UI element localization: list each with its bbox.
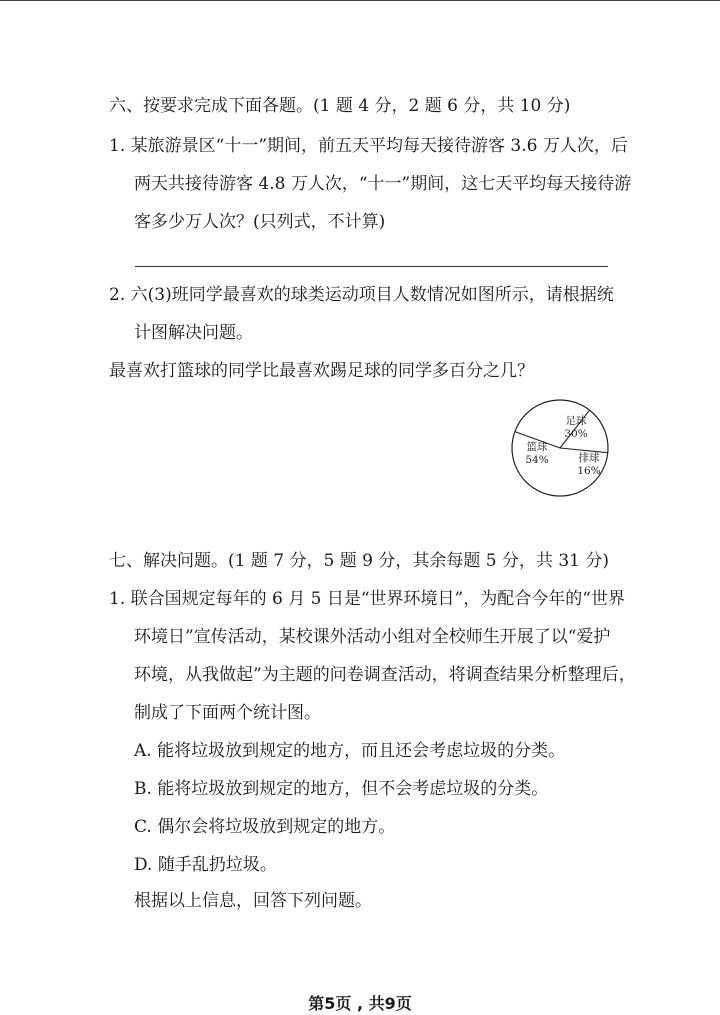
option-a: A. 能将垃圾放到规定的地方，而且还会考虑垃圾的分类。 — [134, 741, 566, 761]
s7-q1-line-1: 1. 联合国规定每年的 6 月 5 日是“世界环境日”，为配合今年的“世界 — [109, 589, 625, 609]
option-d: D. 随手乱扔垃圾。 — [134, 855, 277, 875]
section-6-heading: 六、按要求完成下面各题。(1 题 4 分，2 题 6 分，共 10 分) — [109, 96, 571, 116]
slice-value-volleyball: 16% — [577, 465, 601, 477]
s6-q1-line-1: 1. 某旅游景区“十一”期间，前五天平均每天接待游客 3.6 万人次，后 — [109, 136, 628, 156]
page-footer: 第5页 , 共9页 — [308, 994, 412, 1013]
s7-q1-line-4: 制成了下面两个统计图。 — [134, 703, 321, 723]
slice-label-basketball: 篮球 — [526, 441, 548, 453]
s6-q2-question: 最喜欢打篮球的同学比最喜欢踢足球的同学多百分之几？ — [109, 361, 534, 381]
s7-instruction: 根据以上信息，回答下列问题。 — [134, 891, 372, 911]
slice-label-volleyball: 排球 — [578, 452, 600, 464]
slice-label-football: 足球 — [565, 415, 587, 427]
section-7-heading: 七、解决问题。(1 题 7 分，5 题 9 分，其余每题 5 分，共 31 分) — [109, 551, 610, 571]
ball-sports-pie-chart — [505, 393, 615, 503]
slice-value-basketball: 54% — [525, 454, 549, 466]
s6-q1-line-3: 客多少万人次？(只列式，不计算) — [134, 212, 386, 232]
s6-q2-line-1: 2. 六(3)班同学最喜欢的球类运动项目人数情况如图所示，请根据统 — [109, 285, 614, 305]
s7-q1-line-3: 环境，从我做起”为主题的问卷调查活动，将调查结果分析整理后， — [134, 665, 636, 685]
slice-value-football: 30% — [564, 428, 588, 440]
option-c: C. 偶尔会将垃圾放到规定的地方。 — [134, 817, 396, 837]
s6-q1-line-2: 两天共接待游客 4.8 万人次，“十一”期间，这七天平均每天接待游 — [134, 174, 632, 194]
s7-q1-line-2: 环境日”宣传活动，某校课外活动小组对全校师生开展了以“爱护 — [134, 627, 611, 647]
s6-q2-line-2: 计图解决问题。 — [134, 323, 253, 343]
answer-line — [135, 266, 608, 267]
top-border — [0, 0, 720, 1]
option-b: B. 能将垃圾放到规定的地方，但不会考虑垃圾的分类。 — [134, 779, 549, 799]
